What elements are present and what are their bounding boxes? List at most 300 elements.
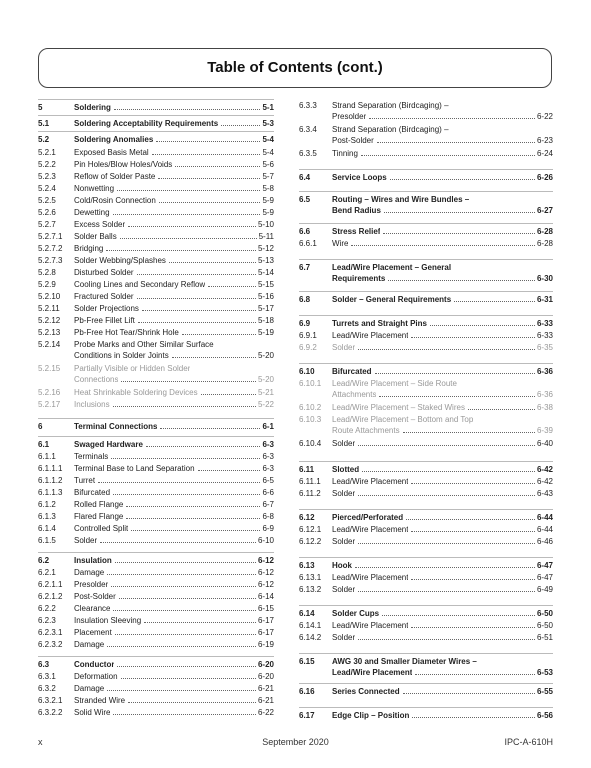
toc-entry[interactable] xyxy=(38,171,274,182)
toc-entry-number: 5.2.13 xyxy=(38,328,61,337)
dot-leader xyxy=(146,446,261,447)
toc-entry[interactable] xyxy=(38,315,274,326)
toc-entry-title: Pb-Free Fillet Lift xyxy=(74,316,135,325)
toc-entry-page: 5-11 xyxy=(258,232,274,241)
toc-entry-page: 5-12 xyxy=(257,244,274,253)
toc-entry[interactable] xyxy=(38,255,274,266)
section-divider xyxy=(299,509,553,510)
section-divider xyxy=(38,552,274,553)
toc-section-heading[interactable] xyxy=(299,710,553,721)
toc-entry-title: Edge Clip – Position xyxy=(332,711,410,720)
toc-entry-title: Solder xyxy=(332,585,356,594)
toc-entry-number: 5.2.6 xyxy=(38,208,56,217)
dot-leader xyxy=(156,141,260,142)
dot-leader xyxy=(98,482,260,483)
toc-entry-number: 6.3.2.1 xyxy=(38,696,63,705)
toc-section-heading[interactable] xyxy=(299,262,553,284)
toc-entry-number: 6.3.3 xyxy=(299,101,317,110)
toc-entry-number: 5.2.17 xyxy=(38,400,61,409)
toc-entry-title: Excess Solder xyxy=(74,220,126,229)
toc-section-heading[interactable] xyxy=(38,421,274,432)
toc-entry-number: 5.2.4 xyxy=(38,184,56,193)
toc-entry-number: 6.6.1 xyxy=(299,239,317,248)
toc-entry-title: Insulation xyxy=(74,556,112,565)
toc-entry-title: Bifurcated xyxy=(74,488,111,497)
toc-section-heading[interactable] xyxy=(38,118,274,129)
section-divider xyxy=(299,223,553,224)
section-divider xyxy=(38,131,274,132)
toc-section-heading[interactable] xyxy=(299,464,553,475)
toc-entry-page: 6-21 xyxy=(257,684,274,693)
dot-leader xyxy=(382,615,535,616)
toc-entry-title: Lead/Wire Placement – Staked Wires xyxy=(332,403,465,412)
toc-entry-title: Stress Relief xyxy=(332,227,381,236)
toc-entry[interactable] xyxy=(38,523,274,534)
toc-entry-title: Lead/Wire Placement – Bottom and Top xyxy=(332,415,474,424)
toc-entry[interactable] xyxy=(299,476,553,487)
toc-entry-title: Placement xyxy=(74,628,112,637)
toc-entry-number: 5 xyxy=(38,103,43,112)
toc-entry[interactable] xyxy=(38,695,274,706)
dot-leader xyxy=(411,483,535,484)
dot-leader xyxy=(412,717,535,718)
dot-leader xyxy=(411,531,535,532)
toc-entry[interactable] xyxy=(38,327,274,338)
toc-entry-title: Disturbed Solder xyxy=(74,268,134,277)
toc-entry-number: 6.11 xyxy=(299,465,315,474)
dot-leader xyxy=(113,214,261,215)
toc-entry-number: 6.1.4 xyxy=(38,524,56,533)
dot-leader xyxy=(107,574,256,575)
dot-leader xyxy=(384,212,535,213)
toc-entry[interactable] xyxy=(299,402,553,413)
toc-entry-page: 5-4 xyxy=(262,135,274,144)
toc-entry-number: 6.2.1.1 xyxy=(38,580,63,589)
toc-entry[interactable] xyxy=(299,238,553,249)
toc-entry-title: Slotted xyxy=(332,465,360,474)
dot-leader xyxy=(221,125,260,126)
toc-entry-page: 6-10 xyxy=(257,536,274,545)
toc-entry-page: 6-33 xyxy=(536,319,553,328)
toc-entry-page: 6-36 xyxy=(536,367,553,376)
toc-entry[interactable] xyxy=(38,639,274,650)
toc-entry-title: Heat Shrinkable Soldering Devices xyxy=(74,388,198,397)
toc-entry[interactable] xyxy=(299,124,553,146)
toc-entry-title-continued: Connections xyxy=(74,375,119,384)
toc-entry[interactable] xyxy=(38,399,274,410)
toc-entry-title: Solder xyxy=(332,633,356,642)
toc-section-heading[interactable] xyxy=(38,102,274,113)
dot-leader xyxy=(115,634,256,635)
toc-section-heading[interactable] xyxy=(38,134,274,145)
toc-entry-number: 6.12 xyxy=(299,513,315,522)
toc-entry[interactable] xyxy=(38,183,274,194)
dot-leader xyxy=(113,714,256,715)
toc-entry-page: 5-13 xyxy=(257,256,274,265)
toc-entry-title: Solder xyxy=(332,489,356,498)
toc-entry-page: 6-14 xyxy=(257,592,274,601)
toc-entry-number: 5.2.7.2 xyxy=(38,244,63,253)
toc-entry-title: Service Loops xyxy=(332,173,387,182)
dot-leader xyxy=(388,280,535,281)
toc-entry-page: 6-33 xyxy=(536,331,553,340)
toc-entry-number: 6.3.5 xyxy=(299,149,317,158)
toc-entry-number: 6.2.3.2 xyxy=(38,640,63,649)
toc-entry-number: 5.2.3 xyxy=(38,172,56,181)
dot-leader xyxy=(113,494,260,495)
toc-entry-number: 6.1.2 xyxy=(38,500,56,509)
toc-entry-page: 5-9 xyxy=(262,208,274,217)
dot-leader xyxy=(142,310,256,311)
dot-leader xyxy=(128,226,256,227)
toc-entry-page: 6-30 xyxy=(536,274,553,283)
toc-entry-title: Partially Visible or Hidden Solder xyxy=(74,364,191,373)
toc-entry[interactable] xyxy=(38,147,274,158)
toc-entry[interactable] xyxy=(299,330,553,341)
toc-entry-page: 6-40 xyxy=(536,439,553,448)
toc-entry-page: 6-7 xyxy=(262,500,274,509)
dot-leader xyxy=(358,591,535,592)
dot-leader xyxy=(468,409,535,410)
toc-entry[interactable] xyxy=(38,303,274,314)
dot-leader xyxy=(201,394,256,395)
toc-entry-page: 5-9 xyxy=(262,196,274,205)
dot-leader xyxy=(115,562,256,563)
toc-entry[interactable] xyxy=(299,342,553,353)
toc-entry-title: Solder – General Requirements xyxy=(332,295,452,304)
toc-entry-title: Solder Webbing/Splashes xyxy=(74,256,166,265)
toc-entry-page: 5-1 xyxy=(262,103,274,112)
toc-section-heading[interactable] xyxy=(299,226,553,237)
dot-leader xyxy=(119,598,256,599)
toc-entry-title: Damage xyxy=(74,568,105,577)
toc-entry-page: 6-31 xyxy=(536,295,553,304)
toc-entry[interactable] xyxy=(38,535,274,546)
toc-entry[interactable] xyxy=(299,100,553,122)
toc-entry-number: 6.3.2 xyxy=(38,684,56,693)
dot-leader xyxy=(358,495,535,496)
toc-entry-page: 6-3 xyxy=(262,440,274,449)
toc-entry-number: 5.2.10 xyxy=(38,292,61,301)
dot-leader xyxy=(121,381,256,382)
toc-entry[interactable] xyxy=(38,243,274,254)
toc-entry-page: 6-15 xyxy=(257,604,274,613)
toc-section-heading[interactable] xyxy=(299,194,553,216)
toc-entry-number: 6.1.1.1 xyxy=(38,464,63,473)
toc-entry-page: 6-51 xyxy=(536,633,553,642)
toc-entry-number: 5.2.16 xyxy=(38,388,61,397)
toc-entry-page: 6-21 xyxy=(257,696,274,705)
section-divider xyxy=(299,557,553,558)
toc-entry-title: Clearance xyxy=(74,604,111,613)
toc-entry-number: 6.7 xyxy=(299,263,311,272)
toc-entry[interactable] xyxy=(38,579,274,590)
toc-entry[interactable] xyxy=(299,632,553,643)
toc-entry-number: 6.9.1 xyxy=(299,331,317,340)
toc-entry-number: 6.6 xyxy=(299,227,311,236)
dot-leader xyxy=(128,702,256,703)
toc-entry-page: 6-1 xyxy=(262,422,274,431)
toc-entry[interactable] xyxy=(38,615,274,626)
toc-entry-title: Presolder xyxy=(74,580,109,589)
toc-entry-number: 6.10.1 xyxy=(299,379,322,388)
toc-entry-number: 6.10.2 xyxy=(299,403,322,412)
toc-entry[interactable] xyxy=(38,339,274,361)
toc-entry-title: Lead/Wire Placement xyxy=(332,477,409,486)
toc-entry-title: Probe Marks and Other Similar Surface xyxy=(74,340,214,349)
toc-entry-page: 6-3 xyxy=(262,452,274,461)
toc-entry[interactable] xyxy=(38,487,274,498)
toc-entry-number: 6.13.1 xyxy=(299,573,322,582)
toc-entry[interactable] xyxy=(299,572,553,583)
toc-entry-page: 6-28 xyxy=(536,239,553,248)
toc-entry-number: 6.14.2 xyxy=(299,633,322,642)
toc-entry-page: 5-18 xyxy=(257,316,274,325)
toc-section-heading[interactable] xyxy=(299,366,553,377)
toc-entry[interactable] xyxy=(38,387,274,398)
toc-entry[interactable] xyxy=(38,511,274,522)
toc-entry[interactable] xyxy=(299,584,553,595)
toc-entry[interactable] xyxy=(299,414,553,436)
toc-entry-title: Pierced/Perforated xyxy=(332,513,404,522)
dot-leader xyxy=(411,579,535,580)
dot-leader xyxy=(208,286,256,287)
section-divider xyxy=(299,461,553,462)
toc-entry-number: 6.1.5 xyxy=(38,536,56,545)
toc-entry-page: 6-43 xyxy=(536,489,553,498)
section-divider xyxy=(299,683,553,684)
toc-entry[interactable] xyxy=(38,567,274,578)
dot-leader xyxy=(113,406,256,407)
toc-section-heading[interactable] xyxy=(299,294,553,305)
toc-entry-page: 5-20 xyxy=(257,351,274,360)
toc-entry[interactable] xyxy=(299,378,553,400)
toc-entry-number: 5.2.12 xyxy=(38,316,61,325)
dot-leader xyxy=(430,325,535,326)
toc-entry[interactable] xyxy=(38,195,274,206)
toc-entry[interactable] xyxy=(38,627,274,638)
toc-entry[interactable] xyxy=(38,363,274,385)
dot-leader xyxy=(137,298,256,299)
toc-section-heading[interactable] xyxy=(299,656,553,678)
toc-entry[interactable] xyxy=(38,603,274,614)
toc-entry-title: Post-Solder xyxy=(74,592,116,601)
toc-entry-title: Insulation Sleeving xyxy=(74,616,142,625)
toc-entry-title: Solder xyxy=(332,439,356,448)
toc-entry-page: 6-50 xyxy=(536,621,553,630)
toc-entry-number: 6.1.1 xyxy=(38,452,56,461)
toc-entry[interactable] xyxy=(299,536,553,547)
toc-entry[interactable] xyxy=(299,488,553,499)
toc-section-heading[interactable] xyxy=(299,512,553,523)
toc-entry-title: Conductor xyxy=(74,660,115,669)
toc-entry-number: 6.1 xyxy=(38,440,50,449)
toc-entry-page: 6-17 xyxy=(257,616,274,625)
toc-entry-title: Series Connected xyxy=(332,687,400,696)
toc-entry-number: 6.2.3.1 xyxy=(38,628,63,637)
dot-leader xyxy=(100,542,256,543)
toc-entry-number: 6.12.1 xyxy=(299,525,322,534)
toc-entry-page: 6-50 xyxy=(536,609,553,618)
toc-entry-number: 6.3 xyxy=(38,660,50,669)
toc-entry-number: 6.2.1 xyxy=(38,568,56,577)
toc-entry-title-continued: Presolder xyxy=(332,112,367,121)
dot-leader xyxy=(113,610,256,611)
toc-entry-title: Turret xyxy=(74,476,96,485)
toc-entry[interactable] xyxy=(38,451,274,462)
toc-entry[interactable] xyxy=(38,279,274,290)
toc-entry-number: 5.1 xyxy=(38,119,50,128)
toc-entry[interactable] xyxy=(38,475,274,486)
toc-section-heading[interactable] xyxy=(38,659,274,670)
toc-entry-page: 6-5 xyxy=(262,476,274,485)
dot-leader xyxy=(120,238,257,239)
toc-entry[interactable] xyxy=(38,231,274,242)
toc-entry-title: Pin Holes/Blow Holes/Voids xyxy=(74,160,173,169)
toc-entry[interactable] xyxy=(299,524,553,535)
toc-entry-title: Solder xyxy=(332,343,356,352)
toc-entry-number: 5.2.14 xyxy=(38,340,61,349)
toc-entry-page: 6-36 xyxy=(536,390,553,399)
toc-entry-page: 5-21 xyxy=(257,388,274,397)
dot-leader xyxy=(454,301,535,302)
dot-leader xyxy=(383,233,535,234)
toc-entry-page: 6-12 xyxy=(257,556,274,565)
page-title: Table of Contents (cont.) xyxy=(207,59,383,76)
toc-entry-title: Terminal Connections xyxy=(74,422,158,431)
dot-leader xyxy=(358,349,535,350)
toc-entry-number: 6.3.4 xyxy=(299,125,317,134)
toc-entry-number: 6.10 xyxy=(299,367,315,376)
toc-entry-number: 6.11.1 xyxy=(299,477,321,486)
dot-leader xyxy=(114,109,261,110)
dot-leader xyxy=(411,337,535,338)
toc-entry[interactable] xyxy=(38,707,274,718)
toc-section-heading[interactable] xyxy=(38,439,274,450)
toc-entry-number: 6.12.2 xyxy=(299,537,322,546)
toc-entry[interactable] xyxy=(38,291,274,302)
dot-leader xyxy=(369,118,535,119)
toc-section-heading[interactable] xyxy=(38,555,274,566)
toc-entry-page: 6-23 xyxy=(536,136,553,145)
dot-leader xyxy=(355,567,535,568)
toc-section-heading[interactable] xyxy=(299,608,553,619)
toc-entry-title: Solder xyxy=(332,537,356,546)
dot-leader xyxy=(175,166,260,167)
toc-entry-page: 6-44 xyxy=(536,513,553,522)
toc-entry-page: 6-22 xyxy=(536,112,553,121)
toc-entry-title: AWG 30 and Smaller Diameter Wires – xyxy=(332,657,477,666)
section-divider xyxy=(299,315,553,316)
toc-entry-page: 6-20 xyxy=(257,672,274,681)
toc-entry-number: 5.2.8 xyxy=(38,268,56,277)
toc-entry[interactable] xyxy=(38,499,274,510)
toc-entry-title: Hook xyxy=(332,561,352,570)
toc-entry[interactable] xyxy=(38,159,274,170)
toc-entry-number: 6.1.1.3 xyxy=(38,488,63,497)
toc-entry-title: Damage xyxy=(74,684,105,693)
toc-entry-title: Lead/Wire Placement xyxy=(332,621,409,630)
toc-entry-title: Deformation xyxy=(74,672,118,681)
dot-leader xyxy=(411,627,535,628)
toc-entry-page: 6-47 xyxy=(536,561,553,570)
toc-entry[interactable] xyxy=(299,438,553,449)
toc-entry-number: 6.14.1 xyxy=(299,621,322,630)
toc-entry-page: 5-20 xyxy=(257,375,274,384)
toc-entry[interactable] xyxy=(38,683,274,694)
dot-leader xyxy=(159,202,261,203)
dot-leader xyxy=(152,154,261,155)
toc-entry-number: 6.11.2 xyxy=(299,489,321,498)
toc-entry-title: Lead/Wire Placement – General xyxy=(332,263,452,272)
toc-section-heading[interactable] xyxy=(299,560,553,571)
section-divider xyxy=(299,363,553,364)
dot-leader xyxy=(158,178,260,179)
toc-entry-number: 6.4 xyxy=(299,173,311,182)
toc-entry-page: 6-56 xyxy=(536,711,553,720)
dot-leader xyxy=(111,586,256,587)
toc-entry[interactable] xyxy=(299,148,553,159)
toc-entry[interactable] xyxy=(38,671,274,682)
toc-entry-page: 6-27 xyxy=(536,206,553,215)
toc-entry-title-continued: Attachments xyxy=(332,390,377,399)
toc-entry-title: Solder xyxy=(74,536,98,545)
toc-entry[interactable] xyxy=(38,207,274,218)
toc-entry[interactable] xyxy=(38,591,274,602)
toc-entry-number: 6.2.3 xyxy=(38,616,56,625)
dot-leader xyxy=(172,357,256,358)
toc-entry-title: Solder Projections xyxy=(74,304,139,313)
toc-section-heading[interactable] xyxy=(299,686,553,697)
toc-entry-title: Wire xyxy=(332,239,349,248)
footer-date: September 2020 xyxy=(262,737,329,747)
toc-entry[interactable] xyxy=(38,267,274,278)
footer-document-id: IPC-A-610H xyxy=(504,737,553,747)
toc-entry-page: 6-47 xyxy=(536,573,553,582)
toc-entry-title: Solid Wire xyxy=(74,708,111,717)
toc-entry-page: 6-46 xyxy=(536,537,553,546)
toc-entry-page: 6-39 xyxy=(536,426,553,435)
toc-entry-page: 5-8 xyxy=(262,184,274,193)
toc-entry[interactable] xyxy=(299,620,553,631)
toc-entry-page: 6-3 xyxy=(262,464,274,473)
dot-leader xyxy=(107,646,256,647)
dot-leader xyxy=(362,471,535,472)
toc-section-heading[interactable] xyxy=(299,318,553,329)
toc-section-heading[interactable] xyxy=(299,172,553,183)
dot-leader xyxy=(169,262,256,263)
toc-entry-title: Pb-Free Hot Tear/Shrink Hole xyxy=(74,328,179,337)
dot-leader xyxy=(121,678,256,679)
toc-entry-number: 6 xyxy=(38,422,43,431)
toc-entry-title: Damage xyxy=(74,640,105,649)
toc-entry-page: 5-15 xyxy=(257,280,274,289)
toc-entry-number: 6.5 xyxy=(299,195,311,204)
toc-entry-page: 6-22 xyxy=(257,708,274,717)
dot-leader xyxy=(126,506,260,507)
dot-leader xyxy=(415,674,535,675)
toc-entry-page: 6-44 xyxy=(536,525,553,534)
section-divider xyxy=(299,653,553,654)
toc-entry-page: 6-53 xyxy=(536,668,553,677)
toc-entry-number: 5.2.7 xyxy=(38,220,56,229)
dot-leader xyxy=(117,190,260,191)
toc-entry-title: Strand Separation (Birdcaging) – xyxy=(332,125,449,134)
toc-entry[interactable] xyxy=(38,463,274,474)
section-divider xyxy=(299,191,553,192)
toc-entry[interactable] xyxy=(38,219,274,230)
toc-entry-title: Cooling Lines and Secondary Reflow xyxy=(74,280,206,289)
